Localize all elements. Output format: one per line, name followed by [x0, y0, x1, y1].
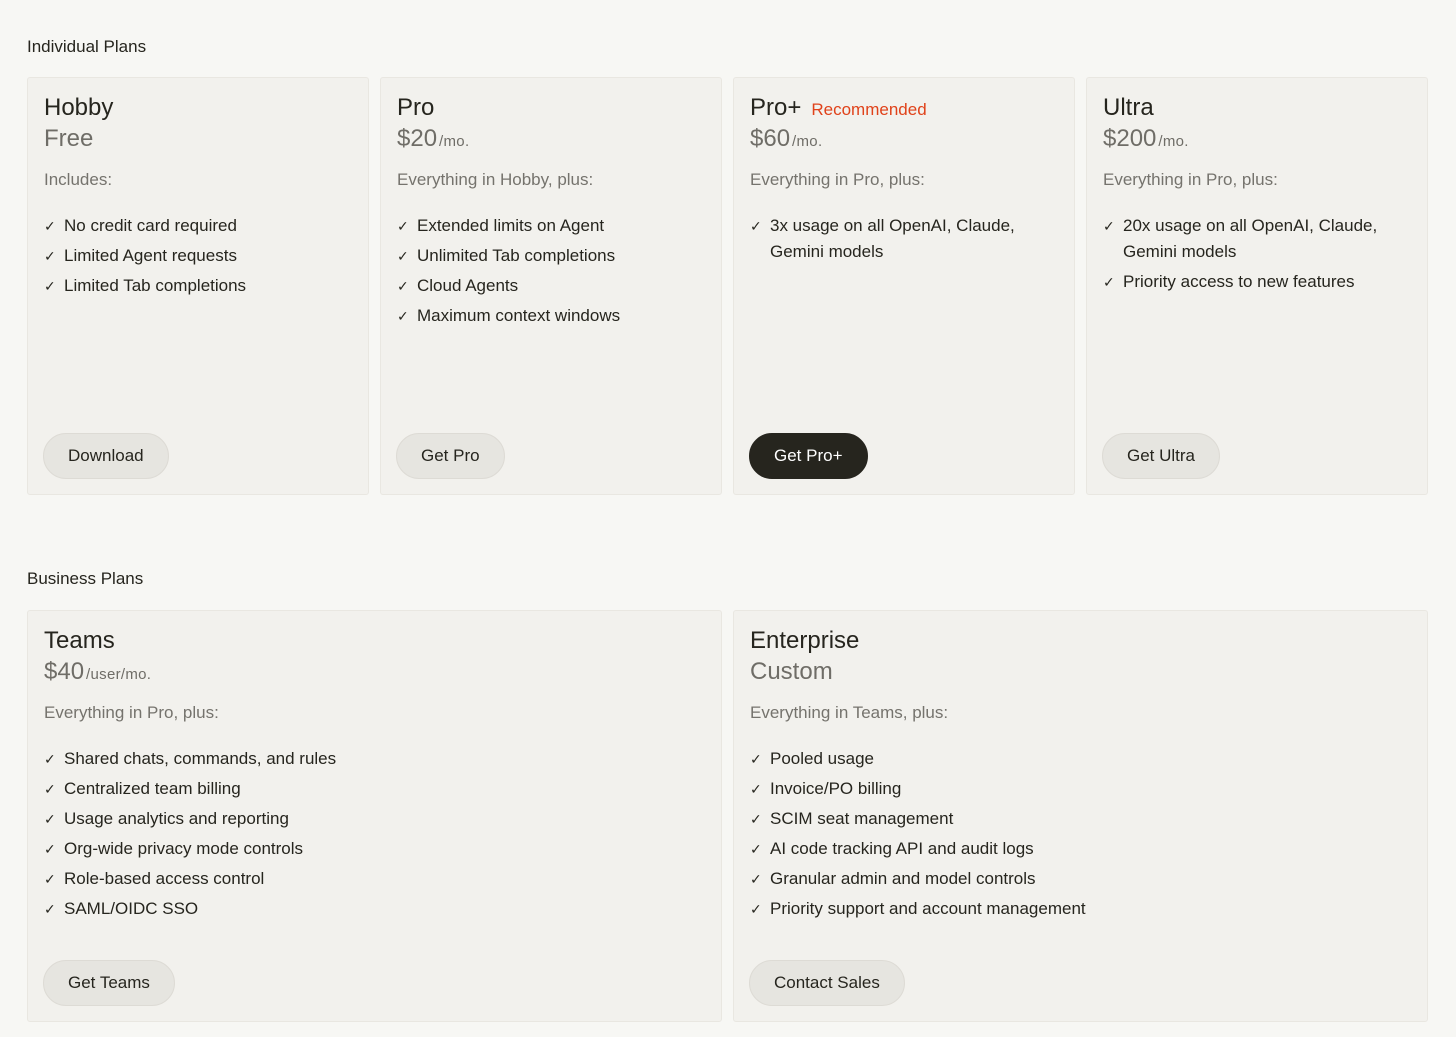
recommended-badge: Recommended: [811, 100, 927, 119]
plan-name: Ultra: [1103, 94, 1154, 121]
plan-name: Enterprise: [750, 627, 860, 654]
feature-item: ✓ Centralized team billing: [44, 776, 705, 802]
get-teams-button[interactable]: Get Teams: [43, 960, 175, 1006]
plan-price: Custom: [750, 658, 833, 685]
check-icon: ✓: [750, 751, 762, 767]
get-ultra-button[interactable]: Get Ultra: [1102, 433, 1220, 479]
business-plans-heading: Business Plans: [27, 569, 144, 588]
check-icon: ✓: [397, 248, 409, 264]
price-unit: /user/mo.: [86, 666, 152, 683]
check-icon: ✓: [44, 871, 56, 887]
plan-price: Free: [44, 125, 94, 152]
download-button[interactable]: Download: [43, 433, 169, 479]
feature-item: ✓ AI code tracking API and audit logs: [750, 836, 1411, 862]
plan-card-ultra: [1086, 77, 1428, 495]
feature-item: ✓ Extended limits on Agent: [397, 213, 705, 239]
plan-name: Teams: [44, 627, 115, 654]
feature-item: ✓ Invoice/PO billing: [750, 776, 1411, 802]
check-icon: ✓: [44, 811, 56, 827]
feature-list: [44, 746, 705, 922]
check-icon: ✓: [44, 841, 56, 857]
feature-list: [1103, 213, 1411, 295]
plan-intro: Everything in Hobby, plus:: [397, 170, 594, 189]
feature-list: [397, 213, 705, 329]
check-icon: ✓: [750, 871, 762, 887]
plan-name: Pro: [397, 94, 435, 121]
plan-price: $20: [397, 125, 438, 152]
plan-card-teams: [27, 610, 722, 1022]
individual-plans-grid: [27, 77, 1428, 495]
check-icon: ✓: [397, 218, 409, 234]
feature-item: ✓ Granular admin and model controls: [750, 866, 1411, 892]
price-unit: /mo.: [1158, 133, 1189, 150]
feature-item: ✓ Priority access to new features: [1103, 269, 1411, 295]
check-icon: ✓: [750, 811, 762, 827]
feature-item: ✓ SAML/OIDC SSO: [44, 896, 705, 922]
plan-name: Pro+: [750, 94, 802, 121]
check-icon: ✓: [750, 781, 762, 797]
individual-plans-heading: Individual Plans: [27, 37, 147, 56]
check-icon: ✓: [44, 781, 56, 797]
plan-intro: Includes:: [44, 170, 113, 189]
get-pro-button[interactable]: Get Pro: [396, 433, 505, 479]
check-icon: ✓: [750, 901, 762, 917]
feature-item: ✓ Pooled usage: [750, 746, 1411, 772]
check-icon: ✓: [750, 218, 762, 234]
plan-price: $60: [750, 125, 791, 152]
plan-intro: Everything in Pro, plus:: [750, 170, 925, 189]
feature-item: ✓ No credit card required: [44, 213, 352, 239]
feature-item: ✓ Role-based access control: [44, 866, 705, 892]
get-pro-plus-button[interactable]: Get Pro+: [749, 433, 868, 479]
feature-item: ✓ Org-wide privacy mode controls: [44, 836, 705, 862]
check-icon: ✓: [397, 308, 409, 324]
feature-list: [750, 746, 1411, 922]
feature-item: ✓ Cloud Agents: [397, 273, 705, 299]
plan-card-pro-plus: [733, 77, 1075, 495]
plan-price: $200: [1103, 125, 1157, 152]
check-icon: ✓: [44, 278, 56, 294]
plan-name: Hobby: [44, 94, 114, 121]
price-unit: /mo.: [439, 133, 470, 150]
feature-item: ✓ Maximum context windows: [397, 303, 705, 329]
plan-intro: Everything in Teams, plus:: [750, 703, 949, 722]
feature-item: ✓ Limited Tab completions: [44, 273, 352, 299]
check-icon: ✓: [44, 751, 56, 767]
check-icon: ✓: [750, 841, 762, 857]
price-unit: /mo.: [792, 133, 823, 150]
feature-item: ✓ SCIM seat management: [750, 806, 1411, 832]
plan-intro: Everything in Pro, plus:: [1103, 170, 1278, 189]
feature-item: ✓ Limited Agent requests: [44, 243, 352, 269]
check-icon: ✓: [1103, 218, 1115, 234]
plan-price: $40: [44, 658, 85, 685]
plan-card-pro: [380, 77, 722, 495]
business-plans-grid: [27, 610, 1428, 1022]
feature-item: ✓ Unlimited Tab completions: [397, 243, 705, 269]
feature-item: ✓ Priority support and account management: [750, 896, 1411, 922]
feature-list: [44, 213, 352, 299]
feature-item: ✓ 3x usage on all OpenAI, Claude, Gemini models: [750, 213, 1058, 265]
check-icon: ✓: [1103, 274, 1115, 290]
plan-card-enterprise: [733, 610, 1428, 1022]
feature-item: ✓ Usage analytics and reporting: [44, 806, 705, 832]
check-icon: ✓: [44, 901, 56, 917]
feature-item: ✓ 20x usage on all OpenAI, Claude, Gemini models: [1103, 213, 1411, 265]
check-icon: ✓: [44, 248, 56, 264]
check-icon: ✓: [397, 278, 409, 294]
feature-list: [750, 213, 1058, 265]
plan-card-hobby: [27, 77, 369, 495]
plan-intro: Everything in Pro, plus:: [44, 703, 219, 722]
check-icon: ✓: [44, 218, 56, 234]
feature-item: ✓ Shared chats, commands, and rules: [44, 746, 705, 772]
contact-sales-button[interactable]: Contact Sales: [749, 960, 905, 1006]
